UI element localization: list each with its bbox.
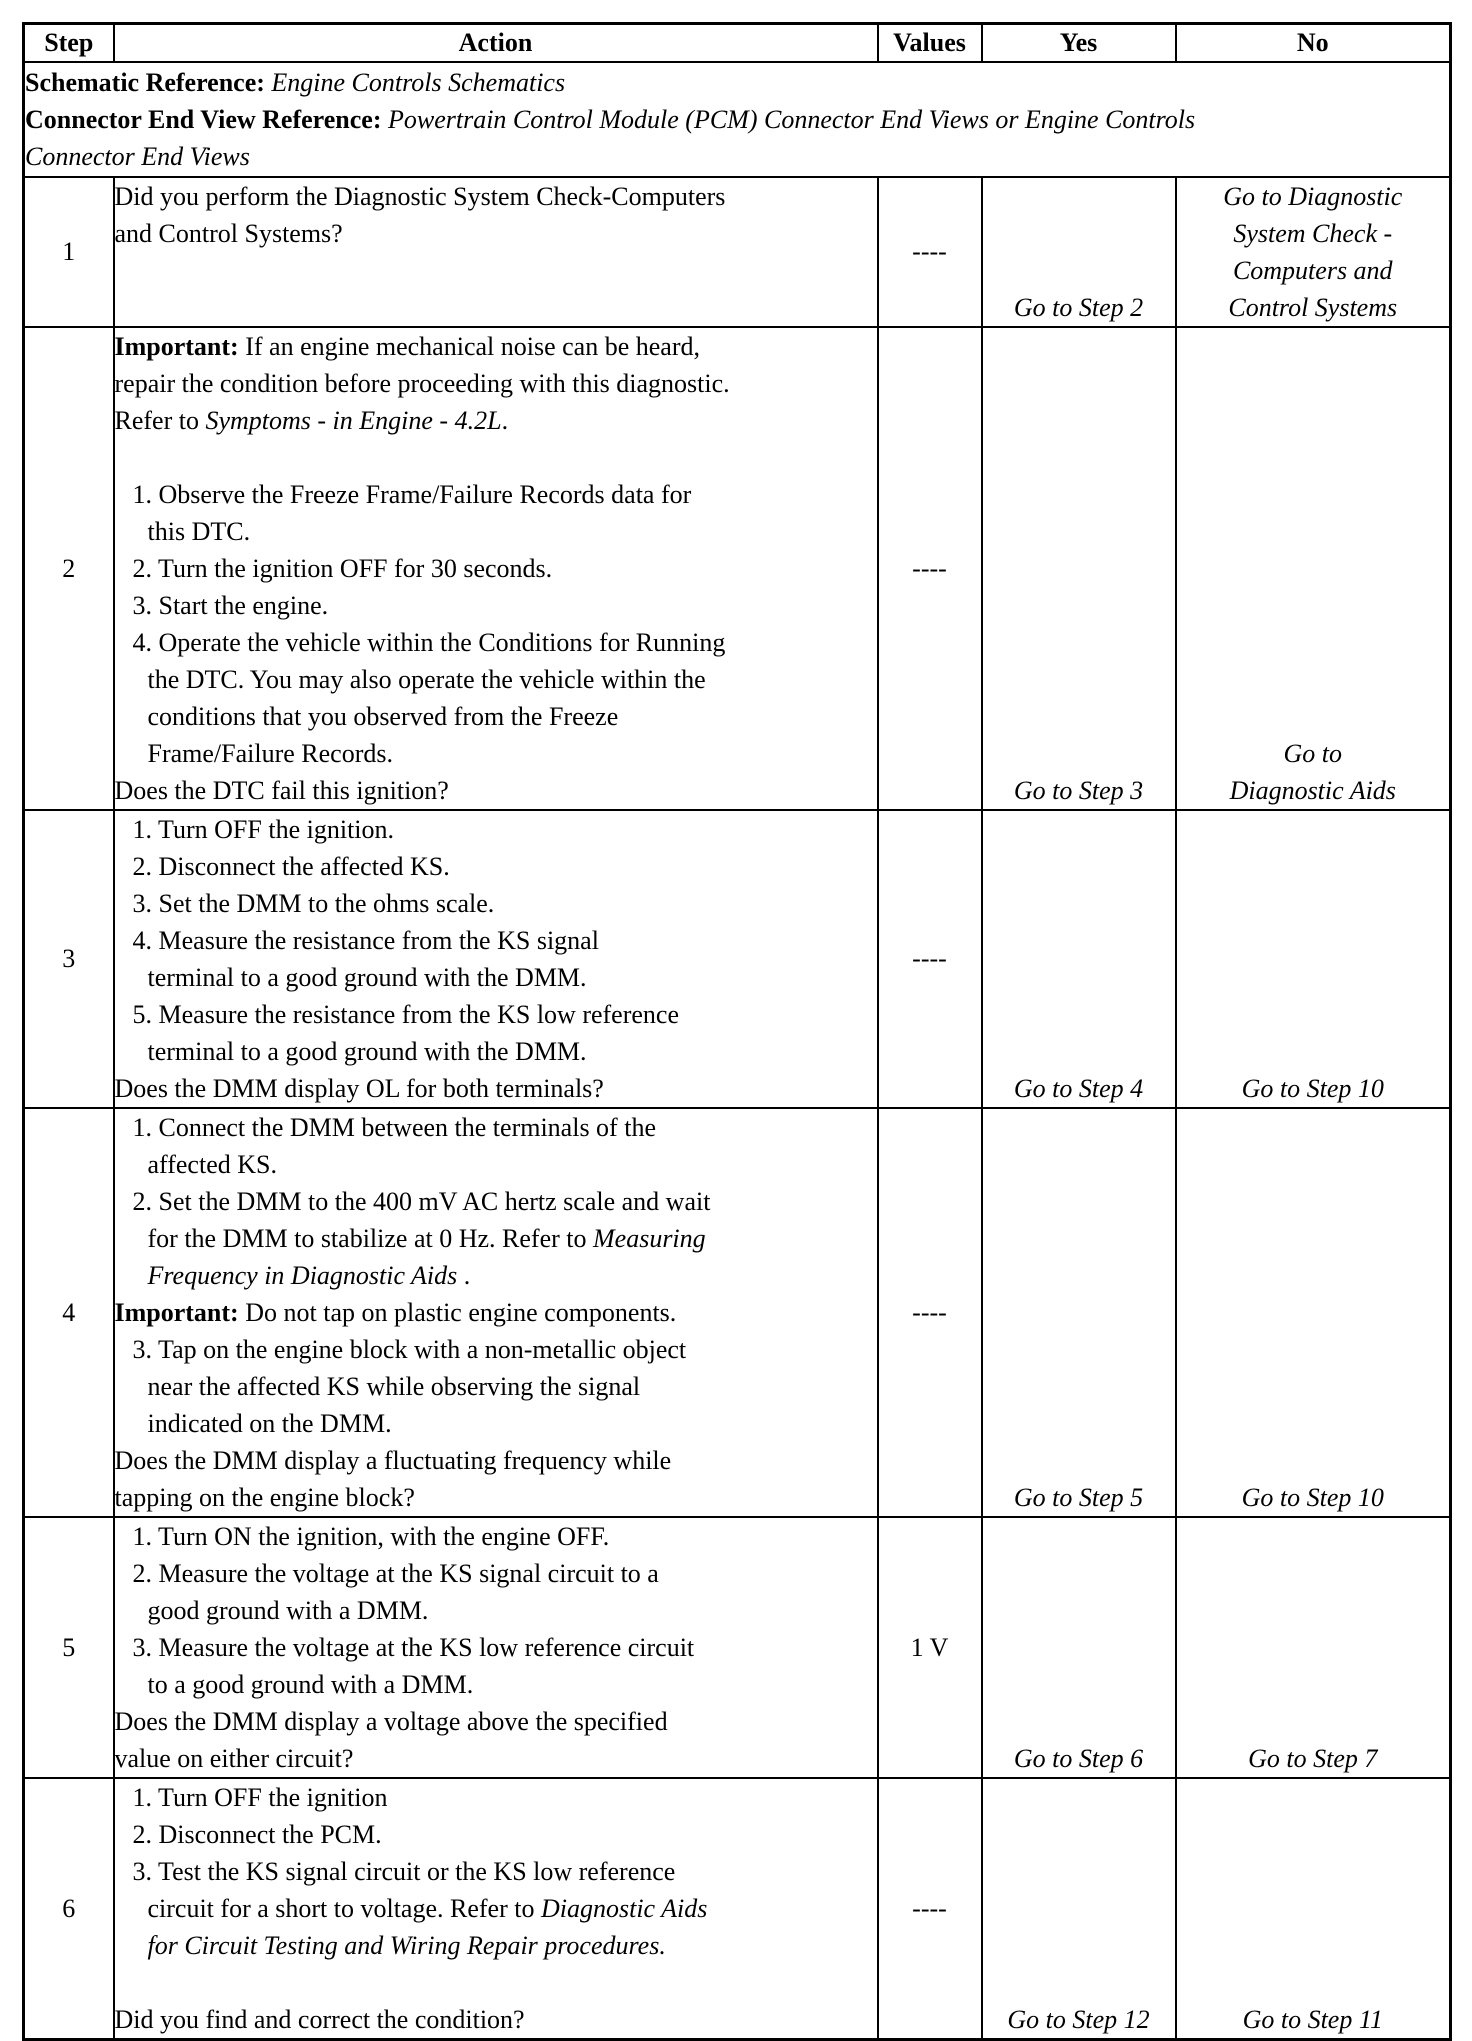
- step-number: 6: [24, 1778, 114, 2040]
- measuring-frequency-link-cont[interactable]: Frequency in Diagnostic Aids: [147, 1261, 458, 1290]
- step-no-link[interactable]: Go to Step 10: [1176, 1108, 1451, 1517]
- step-row: [24, 1517, 1451, 1778]
- diagnostic-table: [22, 22, 1452, 2041]
- step-yes-link[interactable]: Go to Step 3: [982, 327, 1176, 810]
- step-number: 3: [24, 810, 114, 1108]
- step-no-link[interactable]: Go to Step 11: [1176, 1778, 1451, 2040]
- step-row: [24, 327, 1451, 810]
- step-row: [24, 177, 1451, 327]
- measuring-frequency-link[interactable]: Measuring: [593, 1224, 706, 1253]
- header-action: Action: [114, 24, 878, 63]
- step-yes-link[interactable]: Go to Step 5: [982, 1108, 1176, 1517]
- schematic-reference-label: Schematic Reference:: [25, 68, 265, 97]
- step-action: Important: If an engine mechanical noise can be heard, repair the condition before proceeding with this diagnostic. Refer to Symptoms - in Engine - 4.2L. 1. Observe the Freeze Frame/Failure Records data for this DTC. 2. Turn the ignition OFF for 30 seconds. 3. Start the engine. 4. Operate the vehicle within the Conditions for Running the DTC. You may also operate the vehicle within the conditions that you observed from the Freeze Frame/Failure Records. Does the DTC fail this ignition?: [114, 327, 878, 810]
- step-action: 1. Turn ON the ignition, with the engine OFF. 2. Measure the voltage at the KS signal circuit to a good ground with a DMM. 3. Measure the voltage at the KS low reference circuit to a good ground with a DMM. Does the DMM display a voltage above the specified value on either circuit?: [114, 1517, 878, 1778]
- important-label: Important:: [114, 332, 239, 361]
- step-value: 1 V: [878, 1517, 982, 1778]
- step-row: [24, 810, 1451, 1108]
- step-yes-link[interactable]: Go to Step 12: [982, 1778, 1176, 2040]
- header-step: Step: [24, 24, 114, 63]
- header-row: [24, 24, 1451, 63]
- header-yes: Yes: [982, 24, 1176, 63]
- step-value: ----: [878, 177, 982, 327]
- step-no-link[interactable]: Go to Diagnostic Aids: [1176, 327, 1451, 810]
- step-row: [24, 1778, 1451, 2040]
- reference-row: [24, 62, 1451, 177]
- step-number: 4: [24, 1108, 114, 1517]
- circuit-testing-link[interactable]: for Circuit Testing and Wiring Repair procedures.: [147, 1931, 666, 1960]
- step-action: 1. Turn OFF the ignition. 2. Disconnect the affected KS. 3. Set the DMM to the ohms scale. 4. Measure the resistance from the KS signal terminal to a good ground with the DMM. 5. Measure the resistance from the KS low reference terminal to a good ground with the DMM. Does the DMM display OL for both terminals?: [114, 810, 878, 1108]
- step-action: 1. Turn OFF the ignition 2. Disconnect the PCM. 3. Test the KS signal circuit or the KS low reference circuit for a short to voltage. Refer to Diagnostic Aids for Circuit Testing and Wiring Repair procedures. Did you find and correct the condition?: [114, 1778, 878, 2040]
- step-yes-link[interactable]: Go to Step 2: [982, 177, 1176, 327]
- step-value: ----: [878, 1778, 982, 2040]
- step-value: ----: [878, 1108, 982, 1517]
- important-label: Important:: [114, 1298, 239, 1327]
- step-no-link[interactable]: Go to Diagnostic System Check - Computers and Control Systems: [1176, 177, 1451, 327]
- schematic-reference-link[interactable]: Engine Controls Schematics: [271, 68, 566, 97]
- step-value: ----: [878, 810, 982, 1108]
- step-action: Did you perform the Diagnostic System Check-Computers and Control Systems?: [114, 177, 878, 327]
- reference-cell: [24, 62, 1451, 177]
- step-no-link[interactable]: Go to Step 10: [1176, 810, 1451, 1108]
- step-no-link[interactable]: Go to Step 7: [1176, 1517, 1451, 1778]
- step-number: 1: [24, 177, 114, 327]
- step-yes-link[interactable]: Go to Step 4: [982, 810, 1176, 1108]
- header-no: No: [1176, 24, 1451, 63]
- step-yes-link[interactable]: Go to Step 6: [982, 1517, 1176, 1778]
- connector-reference-link-cont[interactable]: Connector End Views: [25, 142, 250, 171]
- step-row: [24, 1108, 1451, 1517]
- step-number: 2: [24, 327, 114, 810]
- header-values: Values: [878, 24, 982, 63]
- connector-reference-link[interactable]: Powertrain Control Module (PCM) Connector End Views or Engine Controls: [387, 105, 1196, 134]
- connector-reference-label: Connector End View Reference:: [25, 105, 382, 134]
- step-number: 5: [24, 1517, 114, 1778]
- diagnostic-aids-link[interactable]: Diagnostic Aids: [540, 1894, 708, 1923]
- step-value: ----: [878, 327, 982, 810]
- step-action: 1. Connect the DMM between the terminals of the affected KS. 2. Set the DMM to the 400 mV AC hertz scale and wait for the DMM to stabilize at 0 Hz. Refer to Measuring Frequency in Diagnostic Aids . Important: Do not tap on plastic engine components. 3. Tap on the engine block with a non-metallic object near the affected KS while observing the signal indicated on the DMM. Does the DMM display a fluctuating frequency while tapping on the engine block?: [114, 1108, 878, 1517]
- symptoms-link[interactable]: Symptoms - in Engine - 4.2L: [205, 406, 502, 435]
